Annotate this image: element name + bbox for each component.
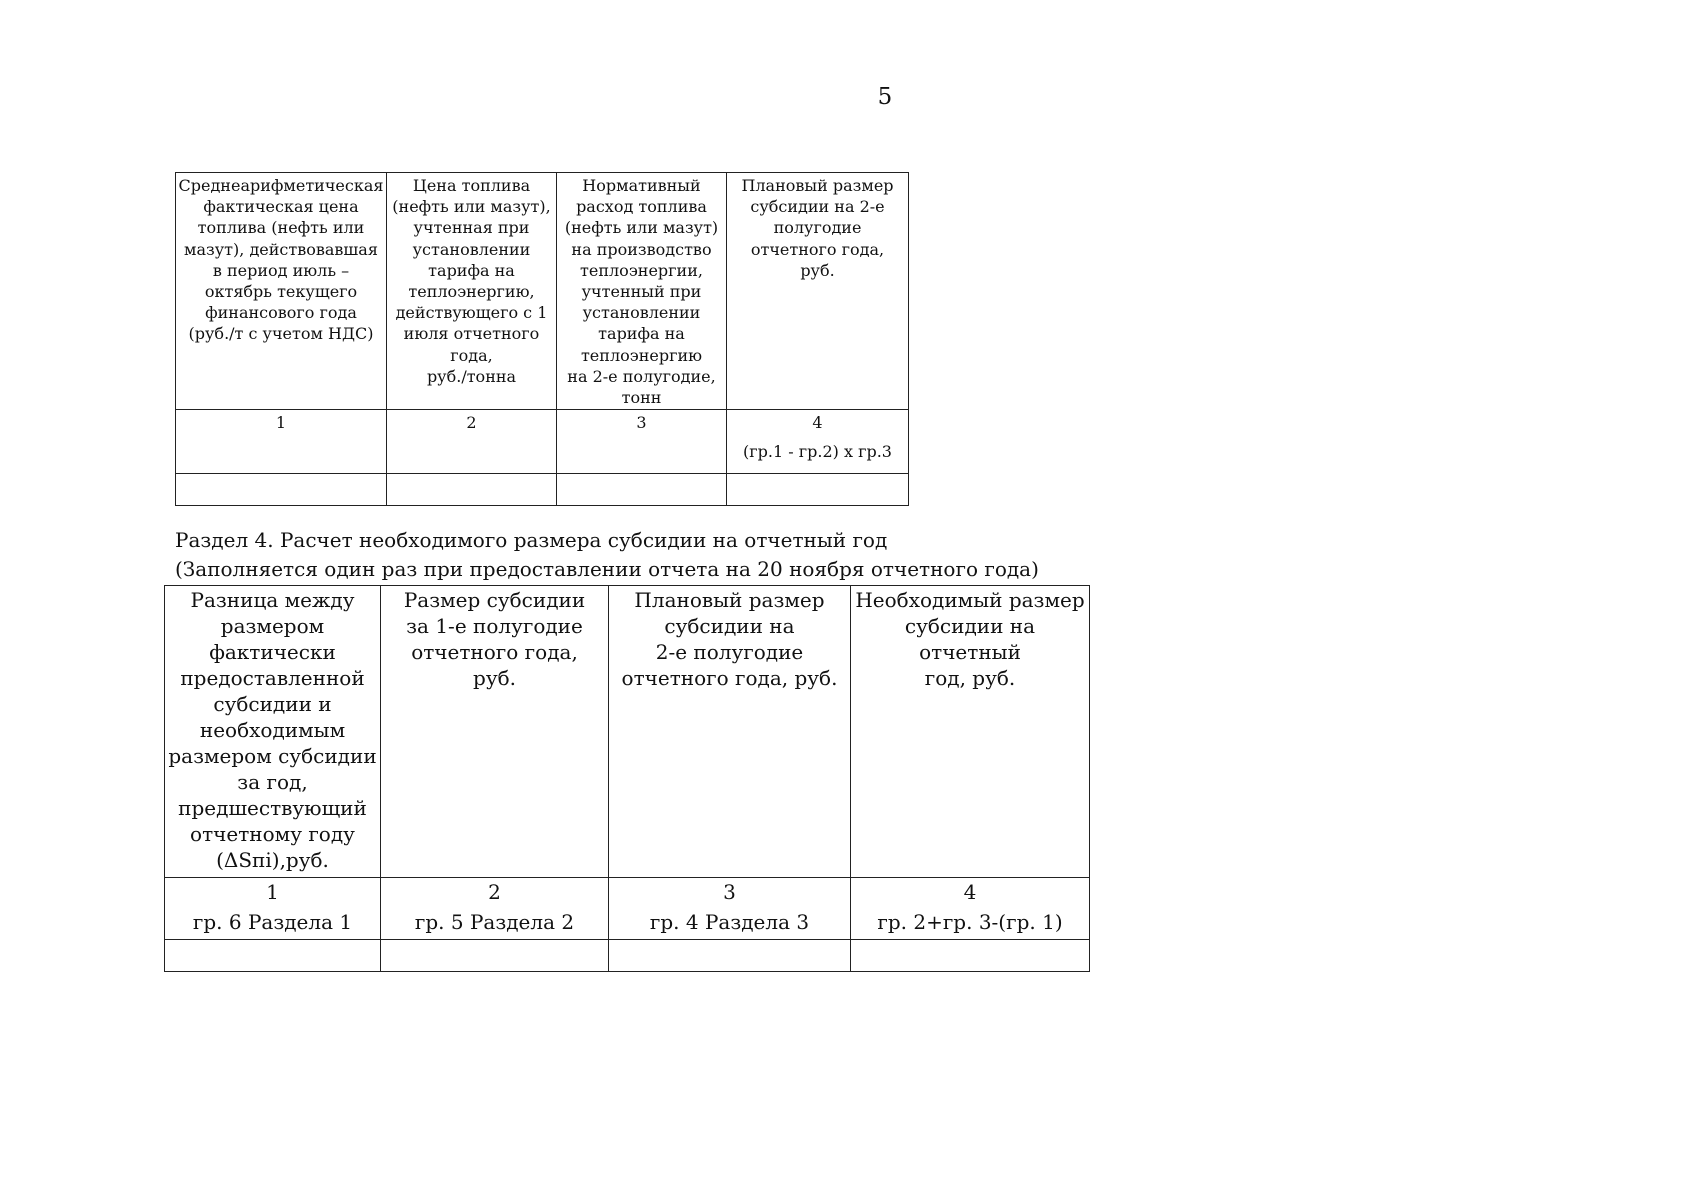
data-cell[interactable] (387, 474, 557, 506)
header-cell (609, 586, 851, 878)
page-number: 5 (877, 84, 893, 110)
header-cell (557, 173, 727, 410)
data-cell[interactable] (165, 940, 381, 972)
column-number: 3 (636, 413, 647, 432)
data-cell[interactable] (609, 940, 851, 972)
column-number: 3 (723, 880, 736, 904)
table-data-row (165, 940, 1090, 972)
column-number-row (176, 410, 909, 474)
data-cell[interactable] (851, 940, 1090, 972)
column-number: 4 (812, 413, 823, 432)
column-number-row (165, 878, 1090, 940)
column-number: 2 (488, 880, 501, 904)
column-number-cell (727, 410, 909, 474)
data-cell[interactable] (727, 474, 909, 506)
header-cell (381, 586, 609, 878)
header-cell (176, 173, 387, 410)
column-number-cell (387, 410, 557, 474)
header-text: Цена топлива (нефть или мазут), учтенная при установлении тарифа на теплоэнергию, действующего с 1 июля отчетного года, руб./тонна (392, 176, 551, 386)
header-text: Плановый размер субсидии на 2-е полугодие отчетного года, руб. (621, 588, 838, 690)
column-number: 1 (266, 880, 279, 904)
column-number-cell (609, 878, 851, 940)
header-cell (387, 173, 557, 410)
column-number: 4 (963, 880, 977, 904)
header-text: Плановый размер субсидии на 2-е полугодие отчетного года, руб. (741, 176, 894, 280)
section-4-note: (Заполняется один раз при предоставлении отчета на 20 ноября отчетного года) (175, 557, 1039, 581)
header-cell (165, 586, 381, 878)
header-text: Необходимый размер субсидии на отчетный год, руб. (855, 588, 1085, 690)
data-cell[interactable] (381, 940, 609, 972)
table-header-row (165, 586, 1090, 878)
header-cell (727, 173, 909, 410)
required-subsidy-table (164, 585, 1090, 972)
data-cell[interactable] (176, 474, 387, 506)
header-cell (851, 586, 1090, 878)
fuel-subsidy-table (175, 172, 909, 506)
header-text: Разница между размером фактически предоставленной субсидии и необходимым размером субсидии за год, предшествующий отчетному году (ΔSпi),руб. (168, 588, 377, 872)
header-text: Среднеарифметическая фактическая цена топлива (нефть или мазут), действовавшая в период июль – октябрь текущего финансового года (руб./т с учетом НДС) (178, 176, 384, 344)
column-formula: (гр.1 - гр.2) x гр.3 (743, 442, 892, 462)
column-formula: гр. 2+гр. 3-(гр. 1) (877, 910, 1063, 934)
column-number-cell (851, 878, 1090, 940)
column-formula: гр. 5 Раздела 2 (414, 910, 575, 934)
header-text: Размер субсидии за 1-е полугодие отчетного года, руб. (403, 588, 586, 690)
column-number-cell (176, 410, 387, 474)
column-formula: гр. 6 Раздела 1 (192, 910, 353, 934)
table-data-row (176, 474, 909, 506)
column-number: 1 (275, 413, 287, 432)
column-number: 2 (466, 413, 477, 432)
column-formula: гр. 4 Раздела 3 (649, 910, 810, 934)
column-number-cell (381, 878, 609, 940)
section-4-title: Раздел 4. Расчет необходимого размера субсидии на отчетный год (175, 528, 888, 552)
column-number-cell (165, 878, 381, 940)
table-header-row (176, 173, 909, 410)
data-cell[interactable] (557, 474, 727, 506)
header-text: Нормативный расход топлива (нефть или мазут) на производство теплоэнергии, учтенный при установлении тарифа на теплоэнергию на 2-е полугодие, тонн (564, 176, 719, 408)
column-number-cell (557, 410, 727, 474)
